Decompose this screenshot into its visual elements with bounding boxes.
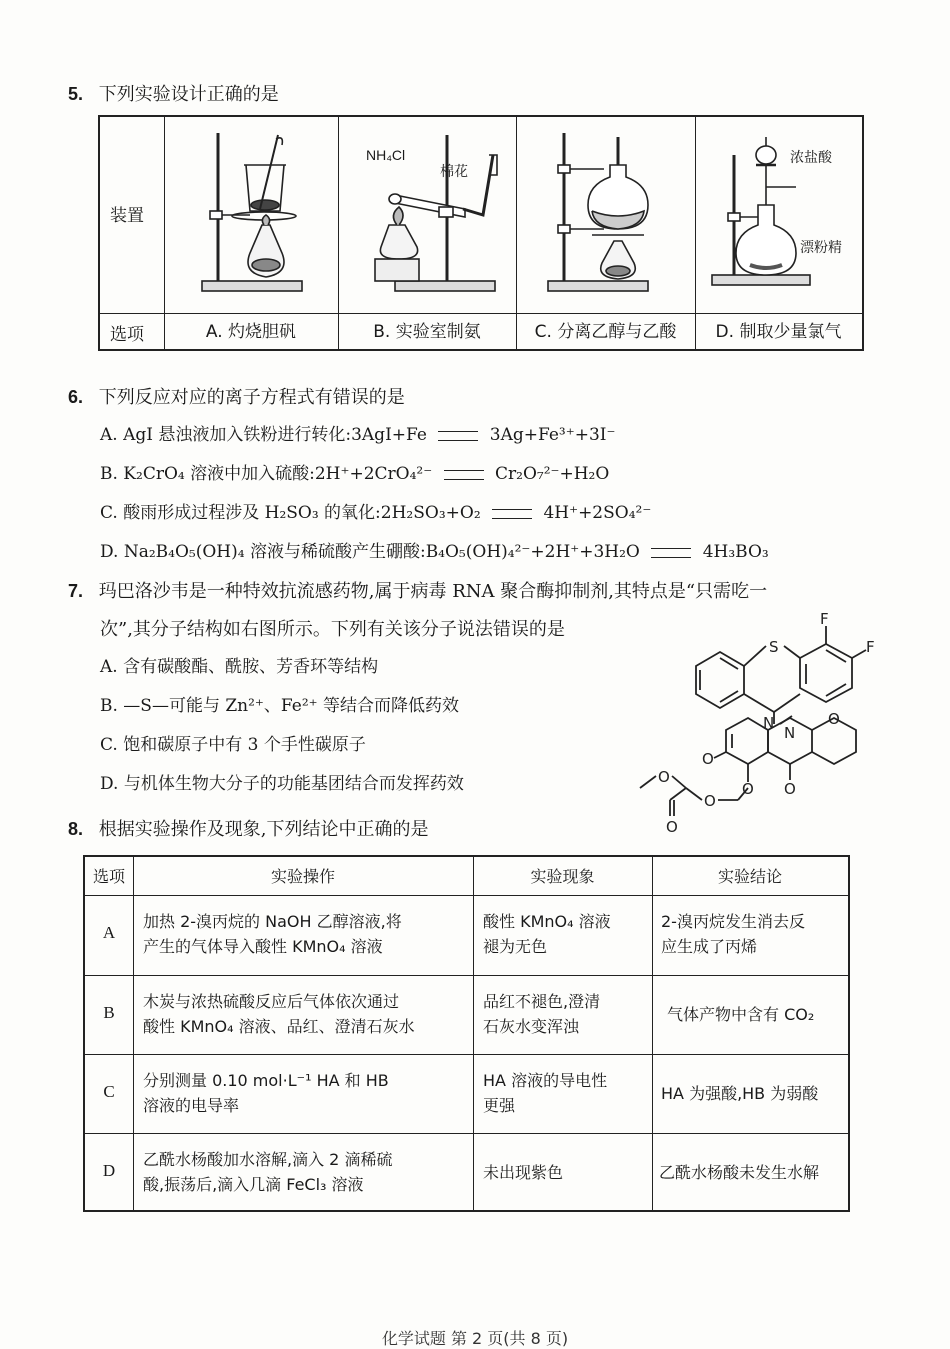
atom-n1: N xyxy=(763,714,775,732)
atom-o-ketone-2: O xyxy=(784,780,796,798)
q6-b-products: Cr₂O₇²⁻+H₂O xyxy=(495,464,610,484)
row-a-phenomenon: 酸性 KMnO₄ 溶液 褪为无色 xyxy=(483,912,611,956)
row-d-operation: 乙酰水杨酸加水溶解,滴入 2 滴稀硫 酸,振荡后,滴入几滴 FeCl₃ 溶液 xyxy=(143,1150,393,1194)
label-nh4cl: NH₄Cl xyxy=(366,147,406,163)
atom-n2: N xyxy=(784,724,796,742)
row-a-conclusion: 2-溴丙烷发生消去反 应生成了丙烯 xyxy=(661,912,805,956)
q7-stem-1: 玛巴洛沙韦是一种特效抗流感药物,属于病毒 RNA 聚合酶抑制剂,其特点是“只需吃一 xyxy=(98,581,768,602)
atom-f2: F xyxy=(866,638,875,656)
q6-number: 6. xyxy=(68,387,84,407)
q5-stem-line xyxy=(68,82,279,107)
row-b-conclusion: 气体产物中含有 CO₂ xyxy=(667,1005,815,1024)
q6-c-products: 4H⁺+2SO₄²⁻ xyxy=(543,503,652,523)
header-operation: 实验操作 xyxy=(270,867,335,886)
q6-d-reactants: D. Na₂B₄O₅(OH)₄ 溶液与稀硫酸产生硼酸:B₄O₅(OH)₄²⁻+2H⁺+3H₂O xyxy=(100,542,640,562)
q7-number: 7. xyxy=(68,581,84,601)
atom-o-ketone-1: O xyxy=(702,750,714,768)
q6-stem-line xyxy=(68,385,405,410)
row-d-conclusion: 乙酰水杨酸未发生水解 xyxy=(659,1163,820,1182)
row-label: D xyxy=(102,1161,116,1180)
q7-option-c: C. 饱和碳原子中有 3 个手性碳原子 xyxy=(100,735,366,755)
q5-stem: 下列实验设计正确的是 xyxy=(98,84,279,105)
q5-option-a: A. 灼烧胆矾 xyxy=(205,322,297,342)
apparatus-a-burning-bluestone xyxy=(190,125,320,301)
atom-o-ester-1: O xyxy=(742,780,754,798)
row-a-operation: 加热 2-溴丙烷的 NaOH 乙醇溶液,将 产生的气体导入酸性 KMnO₄ 溶液 xyxy=(143,912,402,956)
row-label: B xyxy=(103,1003,115,1022)
q7-option-d: D. 与机体生物大分子的功能基团结合而发挥药效 xyxy=(100,774,464,794)
row-b-phenomenon: 品红不褪色,澄清 石灰水变浑浊 xyxy=(483,992,601,1036)
q5-option-d: D. 制取少量氯气 xyxy=(715,322,842,342)
row-label: A xyxy=(102,923,116,942)
header-phenomenon: 实验现象 xyxy=(530,867,595,886)
q6-stem: 下列反应对应的离子方程式有错误的是 xyxy=(98,387,405,408)
row-c-conclusion: HA 为强酸,HB 为弱酸 xyxy=(661,1084,819,1103)
q7-stem-line1 xyxy=(68,579,767,604)
q6-option-c xyxy=(100,502,651,524)
equals-sign xyxy=(438,431,478,441)
equals-sign xyxy=(651,548,691,558)
q6-option-a xyxy=(100,424,615,446)
q7-option-b: B. —S—可能与 Zn²⁺、Fe²⁺ 等结合而降低药效 xyxy=(100,696,460,716)
row-c-phenomenon: HA 溶液的导电性 更强 xyxy=(483,1071,608,1115)
row-label-apparatus: 装置 xyxy=(110,206,144,226)
apparatus-d-chlorine-generation xyxy=(710,125,860,301)
q8-stem: 根据实验操作及现象,下列结论中正确的是 xyxy=(98,819,429,840)
atom-o-methoxy: O xyxy=(658,768,670,786)
row-label: C xyxy=(103,1082,115,1101)
q6-a-reactants: A. AgI 悬浊液加入铁粉进行转化:3AgI+Fe xyxy=(100,425,427,445)
row-label-options: 选项 xyxy=(110,325,144,345)
q5-option-c: C. 分离乙醇与乙酸 xyxy=(534,322,677,342)
atom-o-ring: O xyxy=(828,710,840,728)
atom-o-carbonyl: O xyxy=(666,818,678,834)
q7-option-a: A. 含有碳酸酯、酰胺、芳香环等结构 xyxy=(100,657,379,677)
label-bleach: 漂粉精 xyxy=(800,240,842,256)
label-conc-hcl: 浓盐酸 xyxy=(790,150,832,166)
q6-c-reactants: C. 酸雨形成过程涉及 H₂SO₃ 的氧化:2H₂SO₃+O₂ xyxy=(100,503,481,523)
equilibrium-arrow xyxy=(444,470,484,480)
q8-experiment-table xyxy=(83,855,850,1212)
baloxavir-structure xyxy=(620,612,880,834)
row-c-operation: 分别测量 0.10 mol·L⁻¹ HA 和 HB 溶液的电导率 xyxy=(143,1071,389,1115)
atom-f1: F xyxy=(820,612,829,628)
apparatus-c-distillation xyxy=(538,125,678,301)
q6-b-reactants: B. K₂CrO₄ 溶液中加入硫酸:2H⁺+2CrO₄²⁻ xyxy=(100,464,433,484)
q6-option-d xyxy=(100,541,769,563)
atom-s: S xyxy=(769,638,779,656)
page-footer: 化学试题 第 2 页(共 8 页) xyxy=(381,1329,569,1348)
q6-option-b xyxy=(100,463,609,485)
row-d-phenomenon: 未出现紫色 xyxy=(483,1163,564,1182)
q6-a-products: 3Ag+Fe³⁺+3I⁻ xyxy=(489,425,616,445)
equals-sign xyxy=(492,509,532,519)
q5-number: 5. xyxy=(68,84,84,104)
q8-stem-line xyxy=(68,817,428,842)
q6-d-products: 4H₃BO₃ xyxy=(702,542,769,562)
label-cotton: 棉花 xyxy=(440,164,468,180)
header-option: 选项 xyxy=(92,867,125,886)
q5-apparatus-table xyxy=(98,115,864,351)
q5-option-b: B. 实验室制氨 xyxy=(373,322,481,342)
row-b-operation: 木炭与浓热硫酸反应后气体依次通过 酸性 KMnO₄ 溶液、品红、澄清石灰水 xyxy=(143,992,415,1036)
atom-o-ester-2: O xyxy=(704,792,716,810)
q7-stem-2: 次”,其分子结构如右图所示。下列有关该分子说法错误的是 xyxy=(100,619,565,640)
header-conclusion: 实验结论 xyxy=(717,867,782,886)
q8-number: 8. xyxy=(68,819,84,839)
